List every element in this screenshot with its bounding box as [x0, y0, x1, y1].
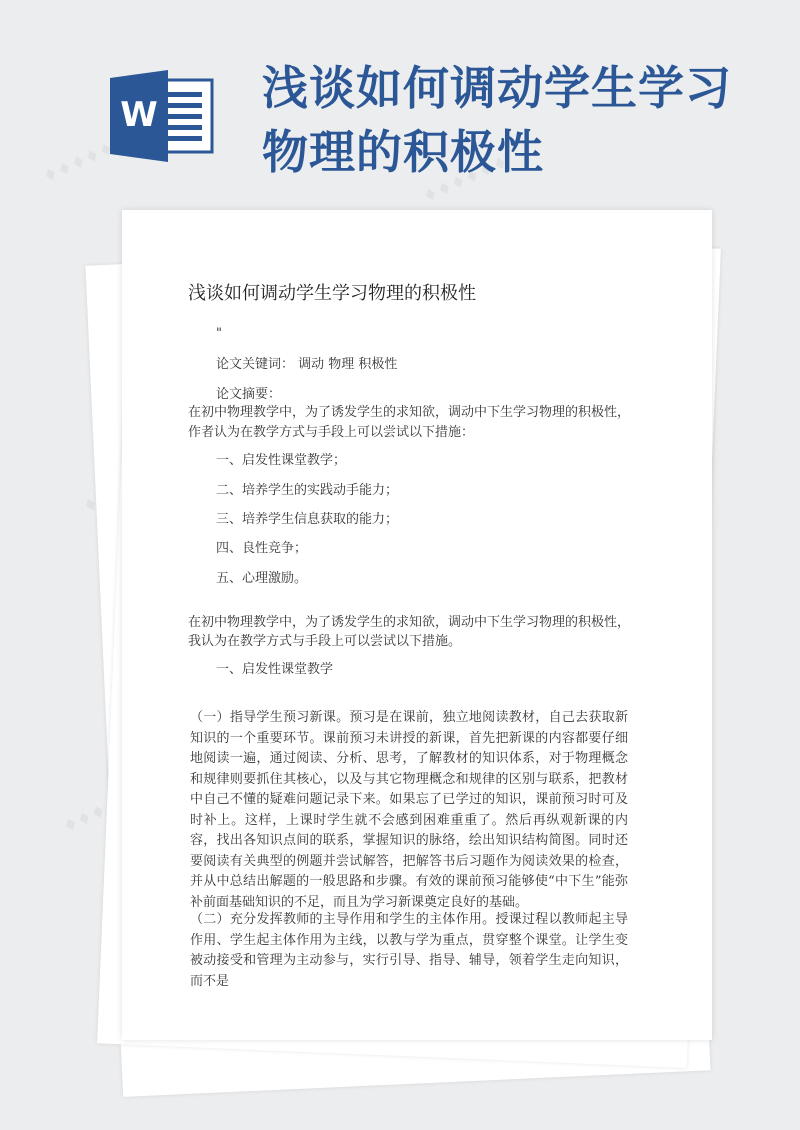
document-title: 浅谈如何调动学生学习物理的积极性 [188, 283, 476, 304]
abstract-line: 在初中物理教学中，为了诱发学生的求知欲，调动中下生学习物理的积极性， [188, 405, 631, 420]
measure-item: 四、良性竞争； [216, 541, 308, 556]
measure-item: 一、启发性课堂教学； [216, 453, 347, 468]
intro-line: 我认为在教学方式与手段上可以尝试以下措施。 [188, 634, 462, 649]
quote-mark: " [216, 326, 222, 341]
word-document-icon [110, 70, 216, 162]
measure-item: 五、心理激励。 [216, 571, 308, 586]
abstract-label: 论文摘要： [216, 387, 282, 402]
word-icon-letter: W [120, 95, 158, 135]
banner-title: 浅谈如何调动学生学习物理的积极性 [262, 61, 732, 179]
body-paragraph: （二）充分发挥教师的主导作用和学生的主体作用。授课过程以教师起主导作用、学生起主体作用为主线，以教与学为重点，贯穿整个课堂。让学生变被动接受和管理为主动参与，实行引导、指导、辅导，领着学生走向知识，而不是 [190, 912, 628, 989]
keywords-line: 论文关键词： 调动 物理 积极性 [216, 357, 398, 372]
measure-item: 三、培养学生信息获取的能力； [216, 512, 399, 527]
intro-line: 在初中物理教学中，为了诱发学生的求知欲，调动中下生学习物理的积极性， [188, 615, 631, 630]
section-heading: 一、启发性课堂教学 [216, 662, 334, 677]
abstract-line: 作者认为在教学方式与手段上可以尝试以下措施： [188, 425, 475, 440]
body-paragraph: （一）指导学生预习新课。预习是在课前，独立地阅读教材，自己去获取新知识的一个重要环节。课前预习未讲授的新课，首先把新课的内容都要仔细地阅读一遍，通过阅读、分析、思考，了解教材的知识体系，对于物理概念和规律则要抓住其核心，以及与其它物理概念和规律的区别与联系，把教材中自己不懂的疑难问题记录下来。如果忘了已学过的知识，课前预习时可及时补上。这样，上课时学生就不会感到困难重重了。然后再纵观新课的内容，找出各知识点间的联系，掌握知识的脉络，绘出知识结构简图。同时还要阅读有关典型的例题并尝试解答，把解答书后习题作为阅读效果的检查，并从中总结出解题的一般思路和步骤。有效的课前预习能够使“中下生”能弥补前面基础知识的不足，而且为学习新课奠定良好的基础。 [190, 710, 628, 910]
measure-item: 二、培养学生的实践动手能力； [216, 483, 399, 498]
